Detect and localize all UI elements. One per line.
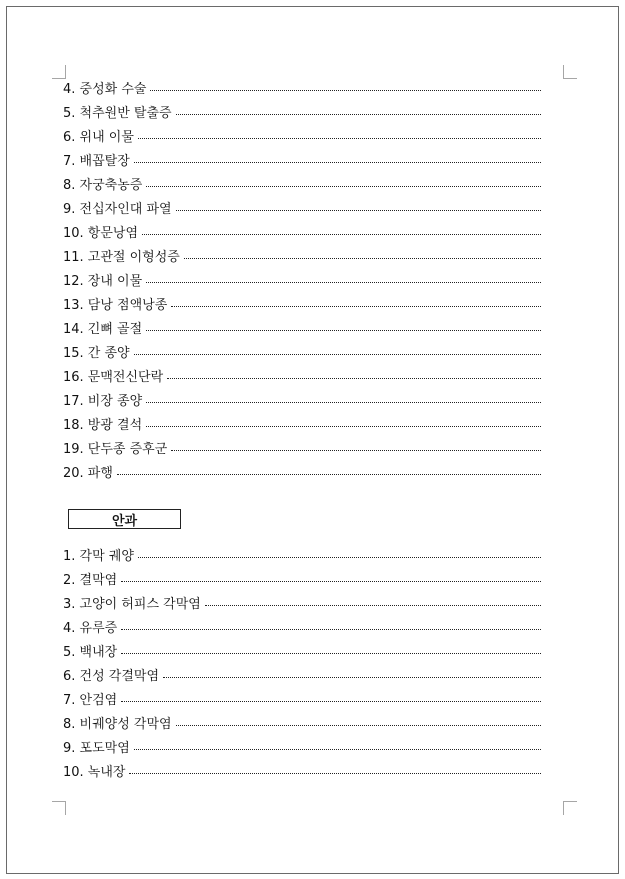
toc-entry-label: 5. 척추원반 탈출증 xyxy=(63,105,172,121)
section-heading-ophthalmology: 안과 xyxy=(68,509,181,529)
toc-entry[interactable] xyxy=(63,710,541,734)
dot-leader xyxy=(121,653,541,654)
toc-entry-label: 8. 자궁축농증 xyxy=(63,177,143,193)
toc-entry[interactable] xyxy=(63,267,541,291)
toc-entry[interactable] xyxy=(63,363,541,387)
toc-entry[interactable] xyxy=(63,614,541,638)
toc-entry-label: 19. 단두종 증후군 xyxy=(63,441,168,457)
dot-leader xyxy=(146,330,541,331)
toc-entry-label: 13. 담낭 점액낭종 xyxy=(63,297,168,313)
dot-leader xyxy=(134,354,541,355)
dot-leader xyxy=(146,282,541,283)
toc-entry[interactable] xyxy=(63,219,541,243)
toc-entry-label: 15. 간 종양 xyxy=(63,345,130,361)
toc-entry-label: 5. 백내장 xyxy=(63,644,118,660)
toc-entry-label: 9. 전십자인대 파열 xyxy=(63,201,172,217)
dot-leader xyxy=(146,426,541,427)
dot-leader xyxy=(150,90,541,91)
toc-entry-label: 7. 배꼽탈장 xyxy=(63,153,130,169)
dot-leader xyxy=(134,749,541,750)
toc-entry[interactable] xyxy=(63,339,541,363)
toc-entry-label: 10. 항문낭염 xyxy=(63,225,139,241)
toc-entry[interactable] xyxy=(63,662,541,686)
margin-corner-top-right xyxy=(563,65,577,79)
toc-entry-label: 6. 위내 이물 xyxy=(63,129,134,145)
dot-leader xyxy=(138,138,541,139)
toc-entry[interactable] xyxy=(63,99,541,123)
toc-entry[interactable] xyxy=(63,734,541,758)
toc-entry[interactable] xyxy=(63,566,541,590)
dot-leader xyxy=(167,378,541,379)
toc-entry-label: 14. 긴뼈 골절 xyxy=(63,321,143,337)
toc-entry-label: 11. 고관절 이형성증 xyxy=(63,249,180,265)
toc-entry[interactable] xyxy=(63,542,541,566)
toc-entry[interactable] xyxy=(63,243,541,267)
toc-entry[interactable] xyxy=(63,147,541,171)
toc-entry[interactable] xyxy=(63,758,541,782)
toc-entry[interactable] xyxy=(63,387,541,411)
toc-entry-label: 1. 각막 궤양 xyxy=(63,548,134,564)
dot-leader xyxy=(142,234,541,235)
toc-entry-label: 4. 중성화 수술 xyxy=(63,81,147,97)
toc-entry[interactable] xyxy=(63,686,541,710)
toc-entry-label: 9. 포도막염 xyxy=(63,740,130,756)
toc-entry-label: 10. 녹내장 xyxy=(63,764,126,780)
dot-leader xyxy=(205,605,541,606)
dot-leader xyxy=(146,186,541,187)
margin-corner-bottom-left xyxy=(52,801,66,815)
toc-entry[interactable] xyxy=(63,435,541,459)
dot-leader xyxy=(176,725,541,726)
dot-leader xyxy=(129,773,541,774)
toc-entry-label: 3. 고양이 허피스 각막염 xyxy=(63,596,201,612)
dot-leader xyxy=(134,162,541,163)
toc-entry[interactable] xyxy=(63,291,541,315)
toc-entry-label: 8. 비궤양성 각막염 xyxy=(63,716,172,732)
toc-entry-label: 7. 안검염 xyxy=(63,692,118,708)
toc-list-surgery xyxy=(63,75,541,483)
dot-leader xyxy=(121,581,541,582)
toc-entry-label: 6. 건성 각결막염 xyxy=(63,668,160,684)
dot-leader xyxy=(171,306,541,307)
toc-entry[interactable] xyxy=(63,171,541,195)
toc-entry-label: 4. 유루증 xyxy=(63,620,118,636)
margin-corner-bottom-right xyxy=(563,801,577,815)
toc-entry[interactable] xyxy=(63,590,541,614)
toc-entry[interactable] xyxy=(63,411,541,435)
toc-entry[interactable] xyxy=(63,123,541,147)
toc-entry[interactable] xyxy=(63,195,541,219)
toc-entry[interactable] xyxy=(63,459,541,483)
toc-entry-label: 17. 비장 종양 xyxy=(63,393,143,409)
dot-leader xyxy=(138,557,541,558)
toc-entry-label: 2. 결막염 xyxy=(63,572,118,588)
toc-entry[interactable] xyxy=(63,638,541,662)
toc-entry-label: 18. 방광 결석 xyxy=(63,417,143,433)
dot-leader xyxy=(163,677,541,678)
dot-leader xyxy=(176,114,541,115)
toc-list-ophthalmology xyxy=(63,542,541,782)
dot-leader xyxy=(121,701,541,702)
dot-leader xyxy=(146,402,541,403)
toc-entry[interactable] xyxy=(63,315,541,339)
toc-entry[interactable] xyxy=(63,75,541,99)
toc-entry-label: 20. 파행 xyxy=(63,465,113,481)
toc-entry-label: 12. 장내 이물 xyxy=(63,273,143,289)
document-page xyxy=(6,6,619,874)
dot-leader xyxy=(121,629,541,630)
dot-leader xyxy=(176,210,541,211)
dot-leader xyxy=(184,258,541,259)
dot-leader xyxy=(171,450,541,451)
toc-entry-label: 16. 문맥전신단락 xyxy=(63,369,164,385)
dot-leader xyxy=(117,474,541,475)
